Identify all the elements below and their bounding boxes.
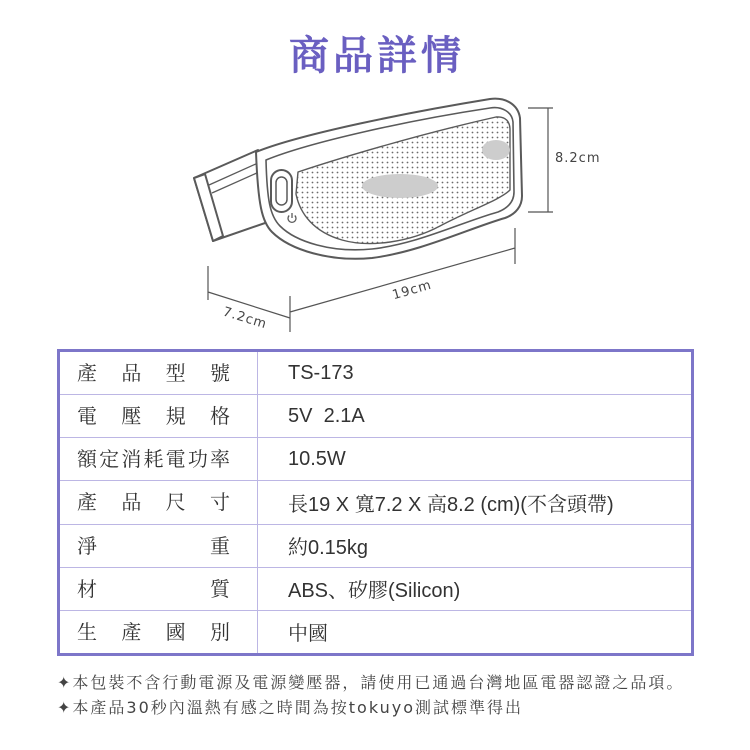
table-row bbox=[60, 525, 691, 568]
length-dimension-label: 19cm bbox=[390, 277, 434, 304]
spec-label-voltage: 電壓規格 bbox=[77, 404, 230, 429]
spec-table bbox=[57, 349, 694, 656]
spec-label-origin: 生產國別 bbox=[77, 619, 230, 644]
label-cell bbox=[60, 525, 258, 567]
note-text: 本產品30秒內溫熱有感之時間為按tokuyo測試標準得出 bbox=[72, 698, 524, 717]
note-text: 本包裝不含行動電源及電源變壓器，請使用已通過台灣地區電器認證之品項。 bbox=[72, 673, 685, 692]
page-title: 商品詳情 bbox=[289, 33, 465, 79]
star-bullet-icon: ✦ bbox=[57, 698, 73, 717]
note-item bbox=[57, 670, 684, 695]
note-item bbox=[57, 695, 684, 720]
label-cell bbox=[60, 568, 258, 610]
table-row bbox=[60, 481, 691, 524]
spec-value-origin: 中國 bbox=[288, 623, 328, 646]
label-cell bbox=[60, 352, 258, 394]
spec-label-material: 材質 bbox=[77, 576, 230, 601]
label-cell bbox=[60, 481, 258, 523]
height-dimension-line bbox=[528, 108, 553, 212]
table-row bbox=[60, 611, 691, 653]
label-cell bbox=[60, 611, 258, 653]
heat-zone-center bbox=[362, 174, 438, 198]
spec-value-model: TS-173 bbox=[288, 361, 354, 384]
spec-label-power: 額定消耗電功率 bbox=[77, 447, 230, 472]
height-dimension-label: 8.2cm bbox=[555, 151, 601, 166]
power-switch-inner bbox=[276, 177, 287, 205]
width-dimension-label: 7.2cm bbox=[220, 304, 269, 333]
width-dimension-line bbox=[208, 266, 290, 318]
spec-value-power: 10.5W bbox=[288, 447, 346, 470]
spec-value-size: 長19 X 寬7.2 X 高8.2 (cm)(不含頭帶) bbox=[288, 493, 614, 516]
table-row bbox=[60, 395, 691, 438]
table-row bbox=[60, 438, 691, 481]
spec-value-material: ABS、矽膠(Silicon) bbox=[288, 580, 461, 603]
heat-zone-right bbox=[482, 140, 510, 160]
spec-label-model: 產品型號 bbox=[77, 361, 230, 386]
spec-label-weight: 淨重 bbox=[77, 533, 230, 558]
spec-label-size: 產品尺寸 bbox=[77, 490, 230, 515]
table-row bbox=[60, 568, 691, 611]
star-bullet-icon: ✦ bbox=[57, 673, 73, 692]
notes bbox=[57, 670, 684, 720]
label-cell bbox=[60, 438, 258, 480]
spec-value-voltage: 5V 2.1A bbox=[288, 404, 365, 427]
label-cell bbox=[60, 395, 258, 437]
table-row bbox=[60, 352, 691, 395]
spec-value-weight: 約0.15kg bbox=[288, 537, 369, 560]
